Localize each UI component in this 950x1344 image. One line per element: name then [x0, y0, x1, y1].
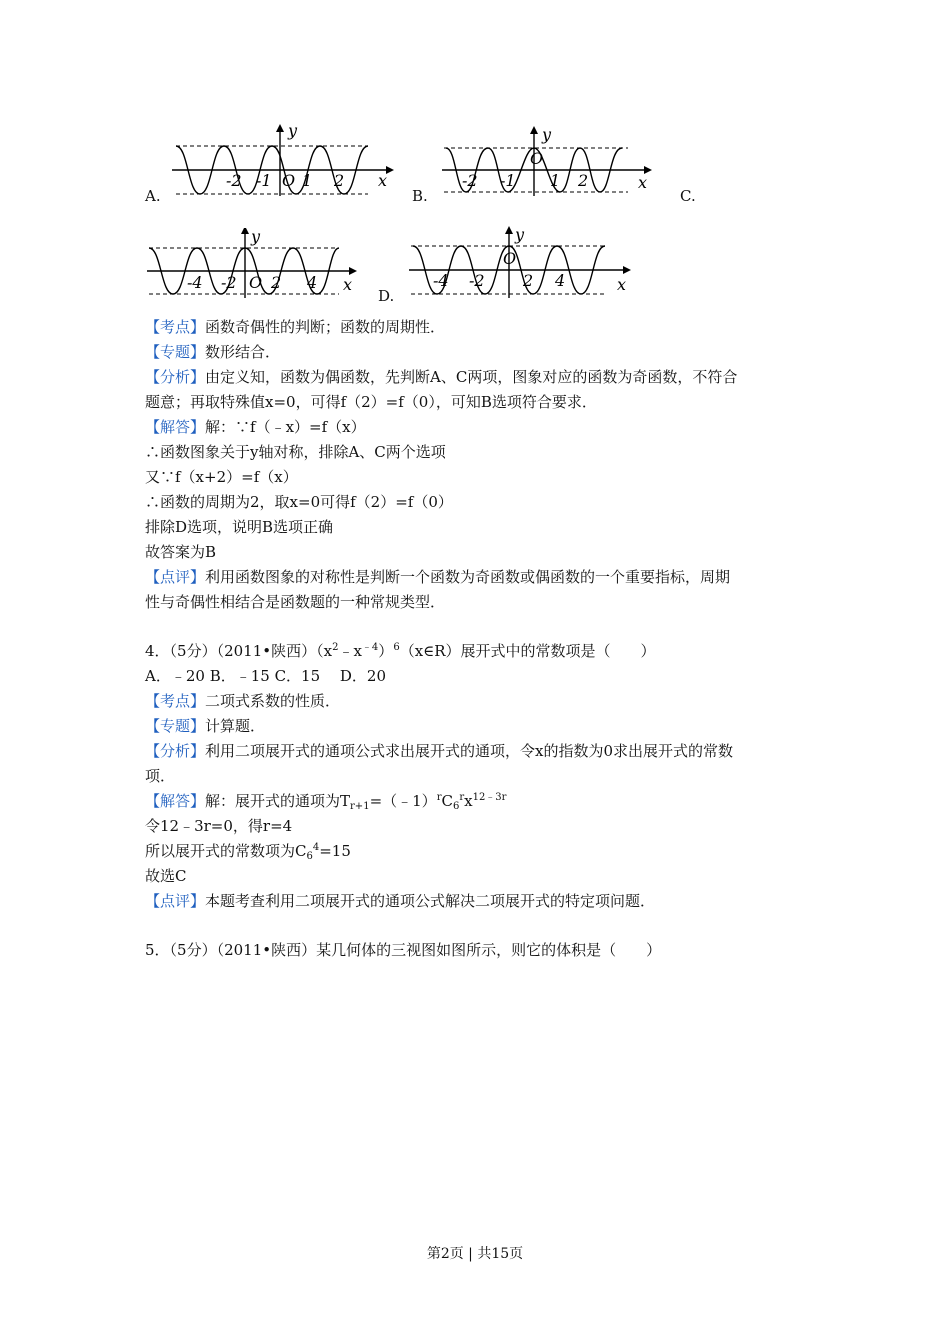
q4-zhuanti	[145, 716, 265, 736]
graph-c-tick-4: 4	[307, 273, 318, 292]
q4-jieda	[145, 791, 506, 811]
q3-dianping-line-1: 利用函数图象的对称性是判断一个函数为奇函数或偶函数的一个重要指标，周期	[205, 568, 731, 586]
jieda-tag: 【解答】	[145, 418, 206, 436]
q3-kaodian-text: 函数奇偶性的判断；函数的周期性．	[205, 318, 446, 336]
q5-stem: 5．（5分）（2011•陕西）某几何体的三视图如图所示，则它的体积是（ ）	[145, 941, 662, 959]
q3-kaodian	[145, 317, 445, 337]
q4-line-3-part-b: =15	[319, 842, 351, 860]
graph-b-tick-3: 1	[550, 171, 561, 190]
q4-stem-part-b: ﹣x	[338, 642, 362, 660]
dianping-tag: 【点评】	[145, 568, 206, 586]
q3-dianping	[145, 567, 730, 587]
graph-b-tick-4: 2	[578, 171, 589, 190]
graph-option-a	[168, 124, 398, 198]
q4-stem-part-c: ）	[378, 642, 394, 660]
zhuanti-tag: 【专题】	[145, 717, 206, 735]
graph-a-tick-2: -1	[256, 171, 272, 190]
q4-jieda-part-a: 解：展开式的通项为T	[205, 792, 351, 810]
graph-b-x-label: x	[638, 173, 648, 192]
q3-jieda-line-5: 排除D选项，说明B选项正确	[145, 518, 334, 536]
graph-b-y-label: y	[542, 126, 552, 144]
option-b-label: B.	[412, 187, 428, 205]
graph-b-tick-1: -2	[462, 171, 478, 190]
q4-kaodian	[145, 691, 340, 711]
q3-fenxi-line-2: 题意；再取特殊值x=0，可得f（2）=f（0），可知B选项符合要求．	[145, 393, 597, 411]
q3-jieda-line-4: ∴函数的周期为2，取x=0可得f（2）=f（0）	[145, 493, 453, 511]
option-c-label: C.	[680, 187, 696, 205]
q4-jieda-line-4: 故选C	[145, 867, 187, 885]
graph-option-c	[145, 228, 365, 300]
q3-fenxi	[145, 367, 737, 387]
q4-line-3-sub: 6	[306, 851, 313, 862]
q4-stem-part-d: （x∈R）展开式中的常数项是（ ）	[399, 642, 656, 660]
graph-a-tick-4: 2	[334, 171, 345, 190]
q4-kaodian-text: 二项式系数的性质．	[205, 692, 341, 710]
graph-a-x-label: x	[378, 171, 388, 190]
q4-jieda-sup-2: r	[459, 792, 465, 803]
page-footer: 第2页 | 共15页	[426, 1246, 524, 1262]
option-a-label: A.	[145, 187, 161, 205]
q4-jieda-sub-1: r+1	[350, 801, 370, 812]
graph-a-origin: O	[282, 171, 296, 190]
q4-zhuanti-text: 计算题．	[205, 717, 266, 735]
kaodian-tag: 【考点】	[145, 692, 206, 710]
q4-line-3-sup: 4	[312, 842, 320, 853]
q3-zhuanti	[145, 342, 280, 362]
q4-stem-sup-1: 2	[332, 642, 339, 653]
graph-c-origin: O	[249, 273, 263, 292]
fenxi-tag: 【分析】	[145, 742, 206, 760]
graph-c-y-label: y	[251, 228, 261, 246]
q4-options: A．﹣20 B．﹣15 C．15 D．20	[145, 667, 387, 685]
graph-b-origin: O	[530, 149, 544, 168]
q4-jieda-part-d: x	[464, 792, 473, 810]
q4-fenxi	[145, 741, 733, 761]
q4-fenxi-line-2: 项．	[145, 767, 176, 785]
jieda-tag: 【解答】	[145, 792, 206, 810]
graph-a-y-label: y	[288, 124, 298, 140]
graph-a-tick-3: 1	[302, 171, 313, 190]
q4-jieda-part-b: =（﹣1）	[369, 792, 437, 810]
graph-d-tick-1: -4	[433, 271, 449, 290]
q4-jieda-line-2: 令12﹣3r=0，得r=4	[145, 817, 293, 835]
zhuanti-tag: 【专题】	[145, 343, 206, 361]
kaodian-tag: 【考点】	[145, 318, 206, 336]
q4-stem-sup-2: ﹣4	[361, 642, 379, 653]
graph-d-x-label: x	[617, 275, 627, 294]
graph-d-tick-2: -2	[469, 271, 485, 290]
q4-jieda-sup-3: 12﹣3r	[472, 792, 507, 803]
q4-jieda-part-c: C	[441, 792, 453, 810]
graph-c-tick-3: 2	[271, 273, 282, 292]
q4-jieda-line-3	[145, 841, 351, 861]
q3-jieda-line-3: 又∵f（x+2）=f（x）	[145, 468, 298, 486]
graph-c-tick-1: -4	[187, 273, 203, 292]
graph-b-tick-2: -1	[500, 171, 516, 190]
graph-a-tick-1: -2	[226, 171, 242, 190]
q4-line-3-part-a: 所以展开式的常数项为C	[145, 842, 307, 860]
q3-jieda	[145, 417, 366, 437]
q4-stem-part-a: 4．（5分）（2011•陕西）（x	[145, 642, 333, 660]
q4-dianping-text: 本题考查利用二项展开式的通项公式解决二项展开式的特定项问题．	[205, 892, 656, 910]
q4-stem-sup-3: 6	[393, 642, 400, 653]
graph-c-tick-2: -2	[221, 273, 237, 292]
fenxi-tag: 【分析】	[145, 368, 206, 386]
q3-jieda-line-6: 故答案为B	[145, 543, 217, 561]
q4-stem	[145, 641, 656, 661]
graph-c-x-label: x	[343, 275, 353, 294]
graph-d-y-label: y	[515, 226, 525, 244]
option-d-label: D.	[378, 287, 395, 305]
q3-dianping-line-2: 性与奇偶性相结合是函数题的一种常规类型．	[145, 593, 446, 611]
graph-option-b	[438, 126, 658, 198]
graph-d-tick-4: 4	[555, 271, 566, 290]
q4-jieda-sup-1: r	[436, 792, 442, 803]
q4-jieda-sub-2: 6	[452, 801, 460, 812]
graph-option-d	[405, 226, 640, 298]
graph-d-tick-3: 2	[523, 271, 534, 290]
q4-fenxi-line-1: 利用二项展开式的通项公式求出展开式的通项，令x的指数为0求出展开式的常数	[205, 742, 734, 760]
dianping-tag: 【点评】	[145, 892, 206, 910]
q3-fenxi-line-1: 由定义知，函数为偶函数，先判断A、C两项，图象对应的函数为奇函数，不符合	[205, 368, 738, 386]
q3-jieda-line-2: ∴函数图象关于y轴对称，排除A、C两个选项	[145, 443, 446, 461]
graph-d-origin: O	[503, 249, 517, 268]
q3-zhuanti-text: 数形结合．	[205, 343, 281, 361]
q3-jieda-line-1: 解：∵f（﹣x）=f（x）	[205, 418, 366, 436]
q4-dianping	[145, 891, 655, 911]
